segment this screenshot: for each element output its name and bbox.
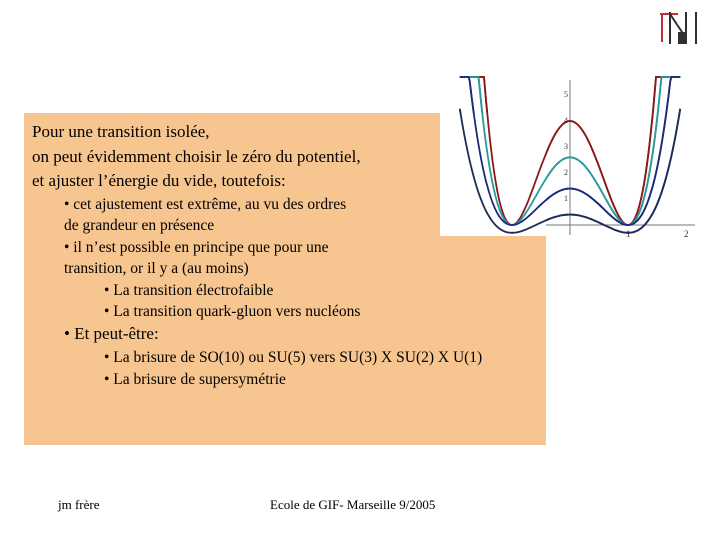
plot-area-background [440, 113, 546, 236]
x-tick-label: 2 [684, 229, 689, 239]
bullet-line: • il n’est possible en principe que pour une [64, 239, 329, 256]
maybe-heading: • Et peut-être: [64, 324, 159, 343]
intro-line: et ajuster l’énergie du vide, toutefois: [32, 171, 286, 190]
footer-author: jm frère [58, 497, 100, 512]
bullet-line: • cet ajustement est extrême, au vu des ordres [64, 196, 347, 213]
y-tick-label: 4 [564, 116, 568, 125]
intro-line: on peut évidemment choisir le zéro du potentiel, [32, 147, 361, 166]
maybe-item: • La brisure de supersymétrie [104, 371, 286, 388]
y-tick-label: 2 [564, 168, 568, 177]
intro-line: Pour une transition isolée, [32, 122, 210, 141]
institute-logo [656, 8, 706, 48]
footer-event: Ecole de GIF- Marseille 9/2005 [270, 497, 436, 512]
transition-item: • La transition électrofaible [104, 282, 274, 299]
bullet-line: de grandeur en présence [64, 217, 215, 234]
transition-item: • La transition quark-gluon vers nucléons [104, 303, 361, 320]
y-tick-label: 1 [564, 194, 568, 203]
y-tick-label: 5 [564, 90, 568, 99]
y-tick-label: 3 [564, 142, 568, 151]
bullet-line: transition, or il y a (au moins) [64, 260, 249, 277]
x-tick-label: 1 [626, 229, 631, 239]
maybe-item: • La brisure de SO(10) ou SU(5) vers SU(3) X SU(2) X U(1) [104, 349, 483, 366]
